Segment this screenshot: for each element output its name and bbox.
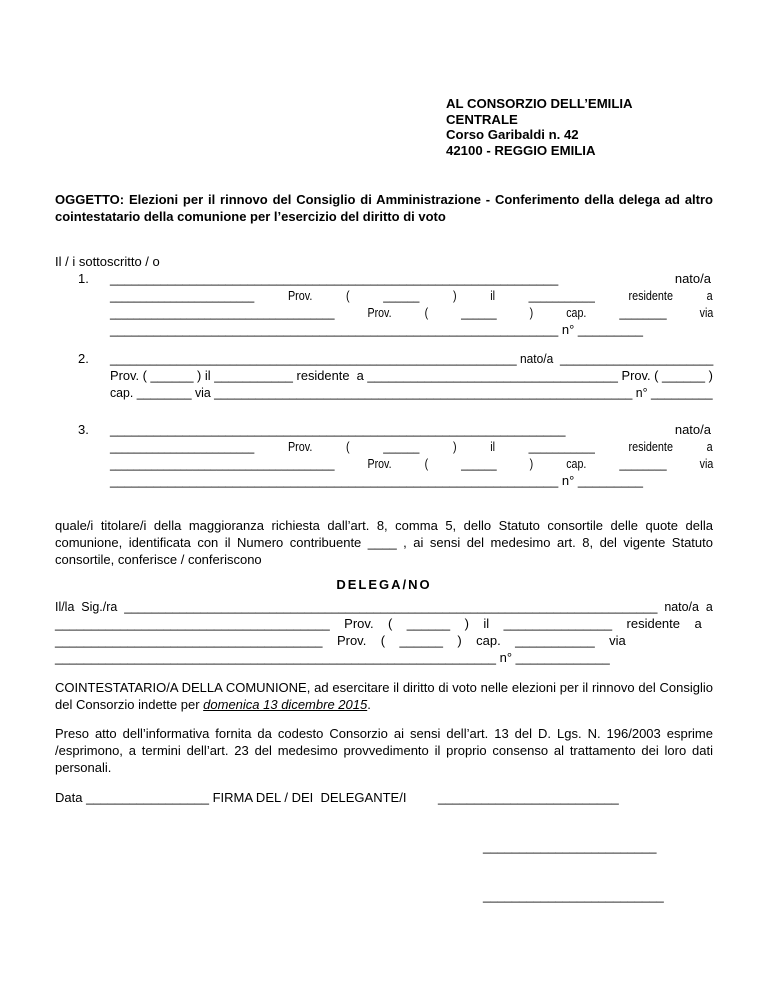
form-line[interactable]: ______________________________________________________________ n° _________	[110, 322, 643, 337]
signature-line[interactable]: _________________________	[483, 888, 664, 903]
address-line: CENTRALE	[446, 111, 518, 127]
form-line[interactable]: ______________________________________________________________	[110, 271, 559, 286]
paragraph-text: COINTESTATARIO/A DELLA COMUNIONE, ad esercitare il diritto di voto nelle elezioni per il rinnovo del Consiglio del Consorzio indette per	[55, 680, 713, 712]
signature-line[interactable]: _________________________	[438, 790, 619, 805]
form-line[interactable]: Prov. ( ______ ) il ___________ residente a ___________________________________ Prov. ( ______ )	[110, 368, 713, 383]
item-number: 1.	[78, 271, 89, 286]
form-line-label: nato/a	[674, 422, 711, 437]
form-line[interactable]: ______________________________________ Prov. ( ______ ) cap. ________ via	[110, 305, 714, 320]
election-date: domenica 13 dicembre 2015	[203, 697, 368, 712]
delega-title: DELEGA/NO	[336, 577, 432, 592]
delegate-line[interactable]: ______________________________________ Prov. ( ______ ) il _______________ residente a	[55, 616, 702, 631]
form-line[interactable]: _____________________________________________________________ nato/a _______________________	[110, 351, 714, 366]
form-line[interactable]: ________________________ Prov. ( ______ ) il ___________ residente a	[110, 288, 713, 303]
subject: OGGETTO: Elezioni per il rinnovo del Consiglio di Amministrazione - Conferimento della delega ad altro cointestatario della comunione per l’esercizio del diritto di voto	[55, 192, 713, 224]
item-number: 3.	[78, 422, 89, 437]
paragraph-privacy: Preso atto dell’informativa fornita da codesto Consorzio ai sensi dell’art. 13 del D. Lgs. N. 196/2003 esprime /esprimono, a termini dell’art. 23 del medesimo provvedimento il proprio consenso al trattamento dei loro dati personali.	[55, 726, 713, 775]
form-line[interactable]: ________________________ Prov. ( ______ ) il ___________ residente a	[110, 439, 713, 454]
date-signature-label: Data _________________ FIRMA DEL / DEI DELEGANTE/I	[55, 790, 407, 805]
intro-text: Il / i sottoscritto / o	[55, 254, 160, 269]
delegate-line[interactable]: _____________________________________ Prov. ( ______ ) cap. ___________ via	[55, 633, 626, 648]
form-line-label: nato/a	[674, 271, 711, 286]
form-line[interactable]: ______________________________________________________________ n° _________	[110, 473, 643, 488]
delegate-line[interactable]: Il/la Sig./ra _____________________________________________________________________________ nato/a a	[55, 599, 713, 614]
paragraph-comunione	[55, 679, 713, 713]
paragraph-text: .	[367, 697, 371, 712]
paragraph-quote: quale/i titolare/i della maggioranza richiesta dall’art. 8, comma 5, dello Statuto consortile delle quote della comunione, identificata con il Numero contribuente ____ , ai sensi del medesimo art. 8, del vigente Statuto consortile, conferisce / conferiscono	[55, 518, 713, 567]
signature-line[interactable]: ________________________	[483, 839, 657, 854]
item-number: 2.	[78, 351, 89, 366]
address-line: 42100 - REGGIO EMILIA	[446, 142, 596, 158]
delegate-line[interactable]: _____________________________________________________________ n° _____________	[55, 650, 610, 665]
address-line: AL CONSORZIO DELL’EMILIA	[446, 96, 633, 111]
form-line[interactable]: cap. ________ via _____________________________________________________________ n° _________	[110, 385, 713, 400]
form-line[interactable]: ______________________________________ Prov. ( ______ ) cap. ________ via	[110, 456, 714, 471]
address-line: Corso Garibaldi n. 42	[446, 127, 579, 142]
form-line[interactable]: _______________________________________________________________	[110, 422, 566, 437]
recipient-address	[446, 96, 633, 158]
